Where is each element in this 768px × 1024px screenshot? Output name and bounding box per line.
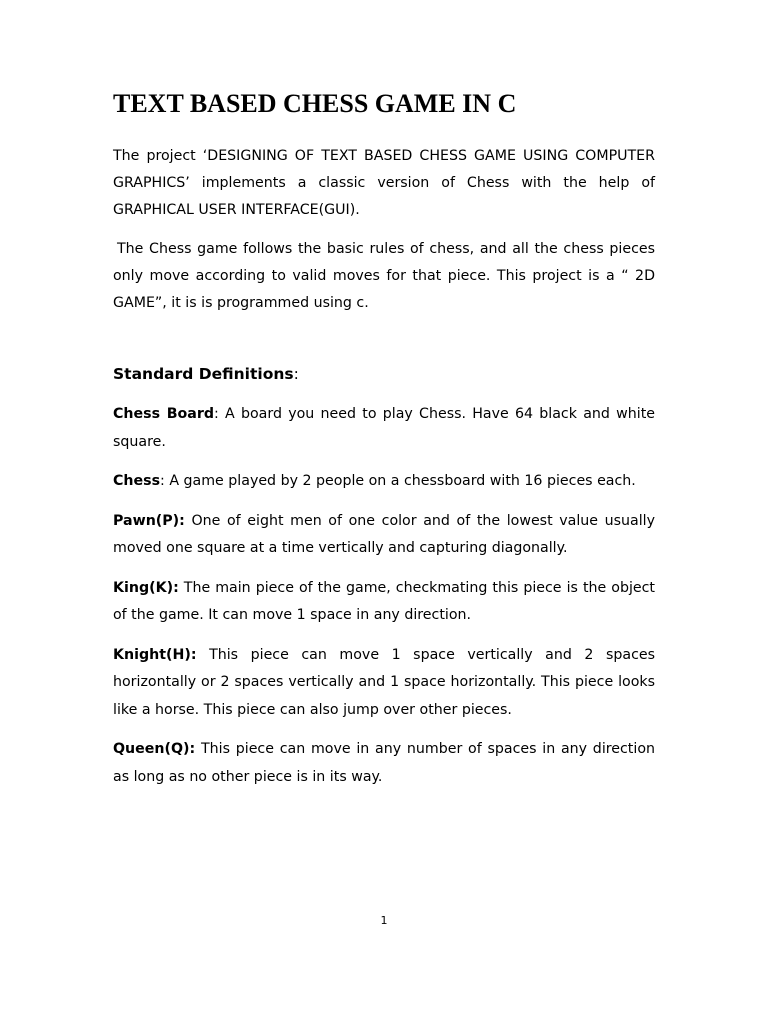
definition-chess-board: [113, 401, 655, 456]
definition-term: Knight(H):: [113, 646, 197, 663]
definition-term: Queen(Q):: [113, 741, 196, 758]
definition-text: One of eight men of one color and of the lowest value usually moved one square at a time vertically and capturing diagonally.: [113, 512, 655, 557]
page-number: 1: [380, 914, 388, 927]
definition-term: Chess: [113, 473, 161, 490]
definition-text: A board you need to play Chess. Have 64 black and white square.: [113, 406, 655, 450]
definition-text: This piece can move 1 space vertically and 2 spaces horizontally or 2 spaces vertically and 1 space horizontally. This piece looks like a horse. This piece can also jump over other pieces.: [113, 646, 655, 718]
definition-term: Pawn(P):: [113, 512, 185, 529]
intro-paragraph-2: The Chess game follows the basic rules of chess, and all the chess pieces only move according to valid moves for that piece. This project is a “ 2D GAME”, it is is programmed using c.: [113, 241, 655, 312]
intro-paragraph-1: The project ‘DESIGNING OF TEXT BASED CHESS GAME USING COMPUTER GRAPHICS’ implements a classic version of Chess with the help of GRAPHICAL USER INTERFACE(GUI).: [113, 148, 655, 219]
definition-text: The main piece of the game, checkmating this piece is the object of the game. It can move 1 space in any direction.: [113, 579, 655, 624]
definition-separator: :: [214, 406, 219, 423]
definition-knight: [113, 642, 655, 725]
section-heading-colon: :: [293, 365, 299, 384]
document-title: TEXT BASED CHESS GAME IN C: [113, 89, 517, 118]
definition-text: A game played by 2 people on a chessboard with 16 pieces each.: [164, 473, 636, 490]
definition-term: King(K):: [113, 579, 179, 596]
definition-pawn: [113, 508, 655, 563]
definition-term: Chess Board: [113, 406, 214, 423]
definition-chess: [113, 468, 655, 496]
definition-text: This piece can move in any number of spaces in any direction as long as no other piece is in its way.: [113, 741, 655, 785]
definition-separator: :: [160, 473, 165, 490]
page-content: [113, 88, 655, 803]
section-heading: [113, 361, 655, 388]
definition-queen: [113, 736, 655, 791]
section-heading-text: Standard Definitions: [113, 365, 294, 384]
definition-king: [113, 575, 655, 630]
